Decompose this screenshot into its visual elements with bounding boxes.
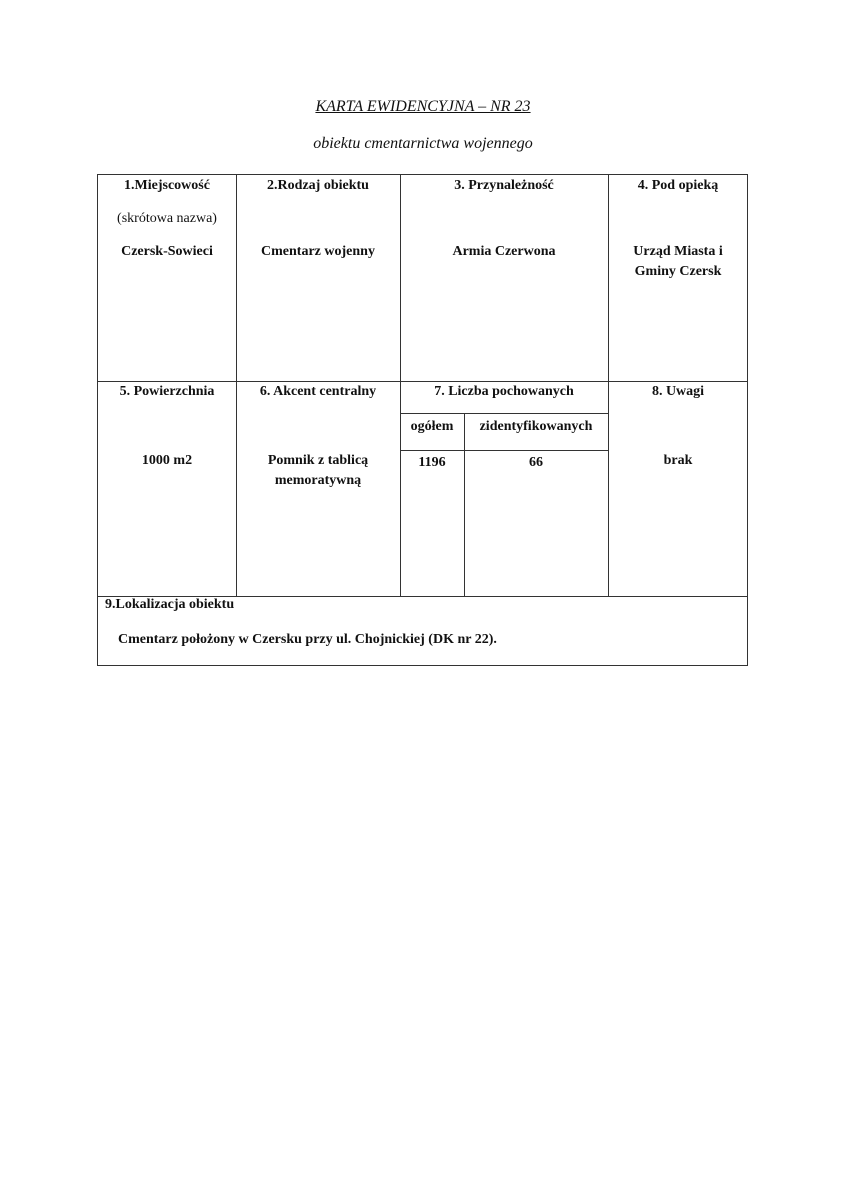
cell-central-accent-label: 6. Akcent centralny (259, 384, 377, 399)
cell-location-text: Cmentarz położony w Czersku przy ul. Chojnickiej (DK nr 22). (118, 632, 497, 647)
cell-burials-total-label: ogółem (410, 419, 454, 434)
cell-area-label: 5. Powierzchnia (119, 384, 215, 399)
cell-care-value-line2: Gminy Czersk (634, 264, 722, 279)
cell-remarks-label: 8. Uwagi (651, 384, 705, 399)
document-title: KARTA EWIDENCYJNA – NR 23 (315, 98, 531, 115)
cell-burials-identified-label: zidentyfikowanych (479, 419, 593, 434)
cell-affiliation-label: 3. Przynależność (454, 178, 554, 193)
cell-central-accent-value-line1: Pomnik z tablicą (267, 453, 369, 468)
cell-area-value: 1000 m2 (141, 453, 193, 468)
burials-subheader-top (400, 413, 608, 414)
cell-locality-note: (skrótowa nazwa) (117, 211, 217, 226)
cell-affiliation-value: Armia Czerwona (452, 244, 556, 259)
table-border-bottom (97, 665, 748, 666)
cell-locality-value: Czersk-Sowieci (121, 244, 213, 259)
cell-locality-label: 1.Miejscowość (124, 178, 210, 193)
cell-central-accent-value-line2: memoratywną (274, 473, 362, 488)
burials-subheader-bottom (400, 450, 608, 451)
cell-object-type-value: Cmentarz wojenny (261, 244, 375, 259)
cell-burials-identified-value: 66 (529, 455, 543, 470)
cell-care-label: 4. Pod opieką (637, 178, 719, 193)
document-subtitle: obiektu cmentarnictwa wojennego (313, 135, 533, 152)
cell-location-label: 9.Lokalizacja obiektu (105, 597, 235, 612)
cell-care-value-line1: Urząd Miasta i (633, 244, 723, 259)
burials-subcolumn-divider (464, 413, 465, 597)
cell-remarks-value: brak (663, 453, 693, 468)
cell-burials-label: 7. Liczba pochowanych (434, 384, 574, 399)
cell-object-type-label: 2.Rodzaj obiektu (267, 178, 369, 193)
cell-burials-total-value: 1196 (418, 455, 446, 470)
table-border-top (97, 174, 748, 175)
